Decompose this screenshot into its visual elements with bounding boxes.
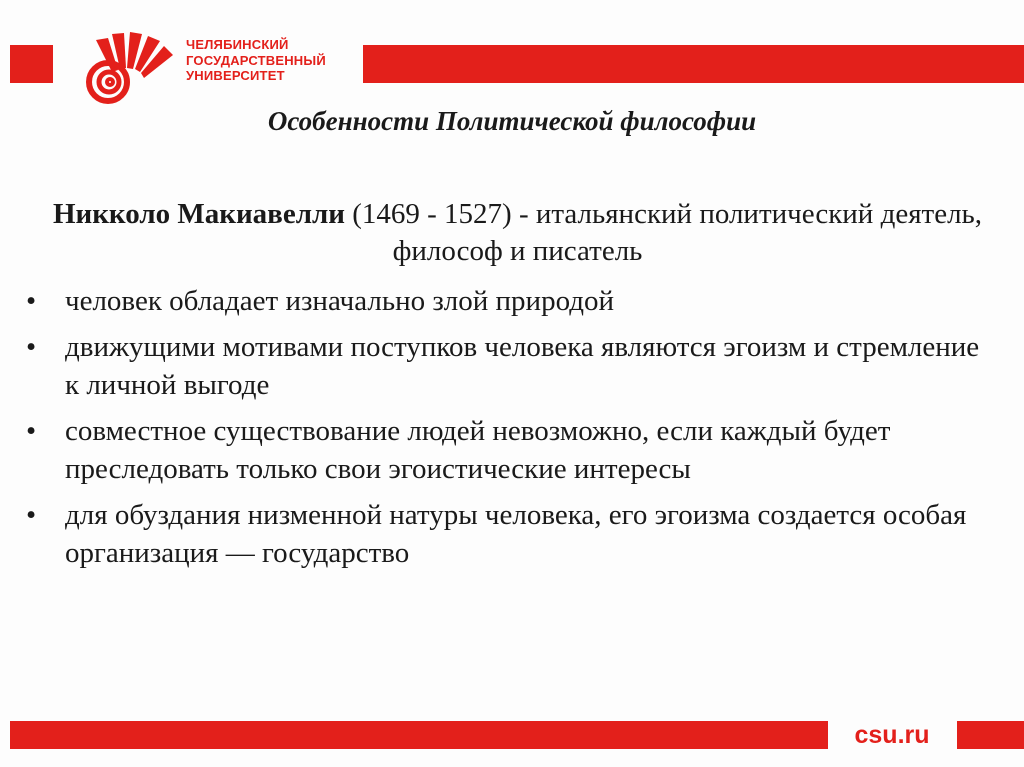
bullet-icon: • — [26, 285, 37, 317]
header-red-bar-left — [10, 45, 53, 83]
intro-paragraph — [30, 196, 1005, 270]
university-name-line-2: ГОСУДАРСТВЕННЫЙ — [186, 52, 326, 68]
university-name — [186, 37, 326, 84]
list-item-text: для обуздания низменной натуры человека, его эгоизма создается особая организация — государство — [65, 499, 967, 569]
university-name-line-3: УНИВЕРСИТЕТ — [186, 68, 285, 83]
list-item — [26, 496, 986, 572]
list-item — [26, 412, 986, 488]
footer-red-bar-left — [10, 721, 828, 749]
bullet-list — [26, 282, 986, 580]
bullet-icon: • — [26, 331, 37, 363]
list-item-text: движущими мотивами поступков человека являются эгоизм и стремление к личной выгоде — [65, 331, 980, 401]
bullet-icon: • — [26, 415, 37, 447]
list-item — [26, 282, 986, 320]
bullet-icon: • — [26, 499, 37, 531]
list-item-text: совместное существование людей невозможно, если каждый будет преследовать только свои эгоистические интересы — [65, 415, 891, 485]
csu-spiral-logo-icon — [78, 28, 182, 108]
intro-person-name: Никколо Макиавелли — [52, 198, 345, 230]
list-item-text: человек обладает изначально злой природой — [65, 285, 615, 317]
list-item — [26, 328, 986, 404]
footer-red-bar-right — [957, 721, 1024, 749]
header-red-bar-right — [363, 45, 1024, 83]
intro-description: (1469 - 1527) - итальянский политический деятель, философ и писатель — [344, 198, 983, 267]
slide-title: Особенности Политической философии — [267, 106, 757, 136]
footer-site-url: csu.ru — [854, 721, 930, 749]
university-name-line-1: ЧЕЛЯБИНСКИЙ — [186, 37, 289, 52]
